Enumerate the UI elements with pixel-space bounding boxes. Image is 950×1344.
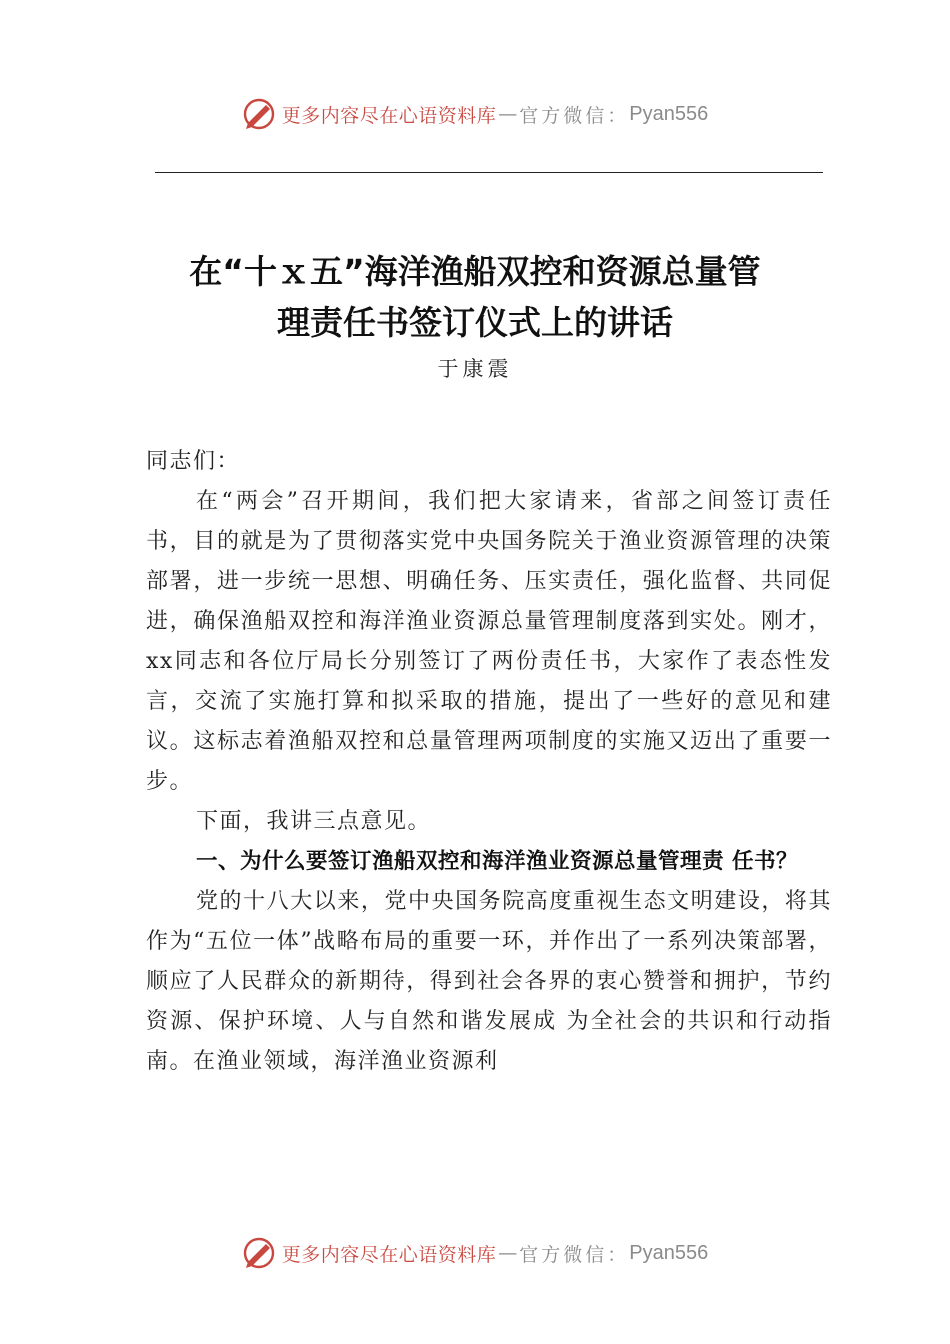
salutation: 同志们： (146, 449, 241, 474)
document-title (0, 246, 950, 348)
wechat-label: 官方微信： (519, 104, 630, 127)
footer-banner (0, 1233, 950, 1273)
banner-dash: — (498, 1242, 518, 1264)
wechat-id: Pyan556 (629, 1241, 709, 1264)
pen-logo-icon (242, 97, 276, 131)
section-heading: 一、为什么要签订渔船双控和海洋渔业资源总量管理责 任书？ (196, 849, 798, 874)
pen-logo-icon (242, 1236, 276, 1270)
banner-dash: — (498, 103, 518, 125)
wechat-label: 官方微信： (519, 1243, 630, 1266)
title-line-1: 在“十ｘ五”海洋渔船双控和资源总量管 (189, 252, 761, 291)
title-line-2: 理责任书签订仪式上的讲话 (277, 303, 673, 342)
author-name: 于康震 (437, 357, 513, 381)
document-body (146, 442, 832, 1082)
brand-text: 更多内容尽在心语资料库 (281, 1243, 497, 1266)
brand-text: 更多内容尽在心语资料库 (281, 104, 497, 127)
header-banner (0, 94, 950, 134)
wechat-id: Pyan556 (629, 102, 709, 125)
paragraph: 下面，我讲三点意见。 (196, 809, 432, 834)
paragraph: 在“两会”召开期间，我们把大家请来，省部之间签订责任书，目的就是为了贯彻落实党中央国务院关于渔业资源管理的决策部署，进一步统一思想、明确任务、压实责任，强化监督、共同促进，确保渔船双控和海洋渔业资源总量管理制度落到实处。刚才，xx同志和各位厅局长分别签订了两份责任书，大家作了表态性发言，交流了实施打算和拟采取的措施，提出了一些好的意见和建议。这标志着渔船双控和总量管理两项制度的实施又迈出了重要一步。 (146, 489, 832, 794)
paragraph: 党的十八大以来，党中央国务院高度重视生态文明建设，将其作为“五位一体”战略布局的重要一环，并作出了一系列决策部署，顺应了人民群众的新期待，得到社会各界的衷心赞誉和拥护，节约资源、保护环境、人与自然和谐发展成 为全社会的共识和行动指南。在渔业领域，海洋渔业资源利 (146, 889, 832, 1074)
header-divider (155, 172, 823, 173)
